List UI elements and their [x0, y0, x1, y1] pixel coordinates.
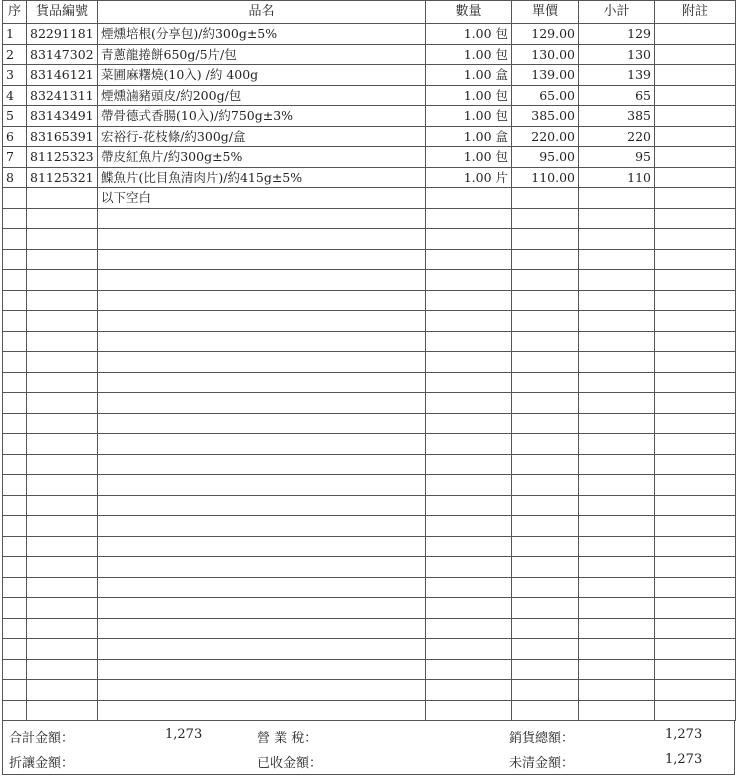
cell-seq	[3, 331, 27, 352]
cell-price	[512, 311, 579, 332]
cell-code	[27, 659, 98, 680]
cell-seq	[3, 372, 27, 393]
cell-price: 385.00	[512, 106, 579, 127]
cell-seq	[3, 700, 27, 721]
empty-row	[3, 680, 736, 701]
sales-total-label: 銷貨總額：	[509, 731, 575, 746]
cell-note	[655, 270, 736, 291]
cell-qty	[426, 536, 512, 557]
cell-subtotal	[579, 475, 655, 496]
cell-code	[27, 680, 98, 701]
cell-name	[98, 393, 426, 414]
empty-row	[3, 188, 736, 209]
empty-row	[3, 618, 736, 639]
cell-seq	[3, 577, 27, 598]
cell-code	[27, 393, 98, 414]
cell-name: 煙燻培根(分享包)/約300g±5%	[98, 24, 426, 45]
cell-note	[655, 147, 736, 168]
cell-subtotal	[579, 536, 655, 557]
cell-note	[655, 577, 736, 598]
empty-row	[3, 413, 736, 434]
table-header-row	[3, 1, 736, 24]
empty-row	[3, 516, 736, 537]
cell-name: 鰈魚片(比目魚清肉片)/約415g±5%	[98, 167, 426, 188]
cell-note	[655, 372, 736, 393]
cell-subtotal	[579, 270, 655, 291]
cell-price	[512, 516, 579, 537]
cell-note	[655, 454, 736, 475]
cell-note	[655, 85, 736, 106]
cell-code: 83147302	[27, 44, 98, 65]
empty-row	[3, 659, 736, 680]
sales-total-value: 1,273	[665, 727, 703, 742]
cell-price	[512, 393, 579, 414]
total-label: 合計金額：	[9, 731, 75, 746]
cell-subtotal	[579, 413, 655, 434]
cell-price	[512, 208, 579, 229]
cell-code: 83146121	[27, 65, 98, 86]
cell-name	[98, 311, 426, 332]
cell-price	[512, 577, 579, 598]
cell-note	[655, 639, 736, 660]
cell-price	[512, 188, 579, 209]
cell-code	[27, 557, 98, 578]
cell-code	[27, 516, 98, 537]
cell-name	[98, 536, 426, 557]
tax-label: 營 業 稅：	[257, 731, 318, 746]
cell-note	[655, 208, 736, 229]
cell-code	[27, 700, 98, 721]
cell-name	[98, 270, 426, 291]
cell-seq	[3, 618, 27, 639]
items-table	[2, 0, 736, 721]
cell-subtotal: 139	[579, 65, 655, 86]
cell-note	[655, 557, 736, 578]
cell-seq	[3, 393, 27, 414]
header-name: 品名	[98, 1, 426, 24]
cell-qty	[426, 434, 512, 455]
cell-subtotal: 385	[579, 106, 655, 127]
cell-qty	[426, 393, 512, 414]
cell-qty	[426, 249, 512, 270]
empty-row	[3, 639, 736, 660]
cell-code	[27, 270, 98, 291]
cell-name	[98, 229, 426, 250]
cell-subtotal	[579, 659, 655, 680]
cell-price: 95.00	[512, 147, 579, 168]
cell-price	[512, 290, 579, 311]
cell-qty: 1.00 包	[426, 44, 512, 65]
cell-note	[655, 106, 736, 127]
cell-name	[98, 700, 426, 721]
cell-qty: 1.00 盒	[426, 126, 512, 147]
cell-subtotal	[579, 495, 655, 516]
cell-name	[98, 454, 426, 475]
cell-price	[512, 495, 579, 516]
cell-price	[512, 270, 579, 291]
cell-subtotal	[579, 331, 655, 352]
cell-code: 83165391	[27, 126, 98, 147]
cell-code: 81125321	[27, 167, 98, 188]
received-label: 已收金額：	[257, 756, 323, 771]
cell-subtotal: 220	[579, 126, 655, 147]
cell-code	[27, 208, 98, 229]
cell-code: 83143491	[27, 106, 98, 127]
cell-subtotal	[579, 700, 655, 721]
cell-seq: 7	[3, 147, 27, 168]
cell-note	[655, 475, 736, 496]
cell-note	[655, 659, 736, 680]
cell-qty	[426, 700, 512, 721]
cell-name: 帶皮紅魚片/約300g±5%	[98, 147, 426, 168]
cell-qty: 1.00 片	[426, 167, 512, 188]
cell-seq	[3, 270, 27, 291]
cell-subtotal	[579, 577, 655, 598]
cell-qty	[426, 270, 512, 291]
cell-code	[27, 618, 98, 639]
cell-name: 煙燻滷豬頭皮/約200g/包	[98, 85, 426, 106]
cell-seq	[3, 639, 27, 660]
empty-row	[3, 393, 736, 414]
cell-code	[27, 331, 98, 352]
cell-price: 139.00	[512, 65, 579, 86]
table-row	[3, 44, 736, 65]
cell-seq: 5	[3, 106, 27, 127]
cell-note	[655, 352, 736, 373]
cell-name	[98, 372, 426, 393]
cell-qty	[426, 229, 512, 250]
cell-qty: 1.00 包	[426, 147, 512, 168]
cell-seq	[3, 208, 27, 229]
cell-note	[655, 331, 736, 352]
cell-name	[98, 249, 426, 270]
empty-row	[3, 475, 736, 496]
cell-price	[512, 475, 579, 496]
cell-note	[655, 229, 736, 250]
cell-name: 宏裕行-花枝條/約300g/盒	[98, 126, 426, 147]
totals-footer	[2, 721, 735, 775]
cell-subtotal: 130	[579, 44, 655, 65]
cell-price	[512, 700, 579, 721]
cell-note	[655, 393, 736, 414]
cell-code	[27, 413, 98, 434]
table-row	[3, 85, 736, 106]
cell-code	[27, 352, 98, 373]
cell-name	[98, 516, 426, 537]
cell-name	[98, 557, 426, 578]
cell-qty	[426, 557, 512, 578]
cell-code	[27, 454, 98, 475]
empty-row	[3, 557, 736, 578]
cell-name	[98, 290, 426, 311]
table-row	[3, 167, 736, 188]
cell-qty	[426, 659, 512, 680]
cell-subtotal: 65	[579, 85, 655, 106]
cell-code	[27, 577, 98, 598]
cell-price	[512, 331, 579, 352]
cell-subtotal	[579, 454, 655, 475]
cell-note	[655, 249, 736, 270]
cell-code	[27, 536, 98, 557]
cell-subtotal: 129	[579, 24, 655, 45]
cell-code: 82291181	[27, 24, 98, 45]
cell-code	[27, 598, 98, 619]
cell-qty	[426, 475, 512, 496]
cell-price: 65.00	[512, 85, 579, 106]
cell-subtotal	[579, 434, 655, 455]
empty-row	[3, 454, 736, 475]
cell-name: 菜圃麻糬燒(10入) /約 400g	[98, 65, 426, 86]
cell-qty	[426, 352, 512, 373]
cell-qty	[426, 598, 512, 619]
cell-code	[27, 311, 98, 332]
cell-price: 130.00	[512, 44, 579, 65]
cell-code	[27, 434, 98, 455]
empty-row	[3, 434, 736, 455]
cell-seq	[3, 557, 27, 578]
cell-subtotal	[579, 208, 655, 229]
table-row	[3, 65, 736, 86]
cell-price	[512, 680, 579, 701]
cell-price	[512, 639, 579, 660]
cell-code	[27, 290, 98, 311]
cell-price	[512, 454, 579, 475]
cell-code	[27, 188, 98, 209]
cell-note	[655, 516, 736, 537]
cell-qty: 1.00 包	[426, 24, 512, 45]
cell-seq	[3, 352, 27, 373]
cell-name: 帶骨德式香腸(10入)/約750g±3%	[98, 106, 426, 127]
cell-seq: 6	[3, 126, 27, 147]
cell-name	[98, 577, 426, 598]
table-row	[3, 126, 736, 147]
cell-subtotal	[579, 598, 655, 619]
cell-name	[98, 475, 426, 496]
cell-code	[27, 372, 98, 393]
cell-seq	[3, 229, 27, 250]
cell-qty	[426, 495, 512, 516]
cell-subtotal	[579, 352, 655, 373]
cell-note	[655, 126, 736, 147]
cell-subtotal	[579, 393, 655, 414]
cell-price	[512, 413, 579, 434]
cell-note	[655, 311, 736, 332]
cell-name	[98, 413, 426, 434]
cell-qty	[426, 188, 512, 209]
header-note: 附註	[655, 1, 736, 24]
cell-seq	[3, 495, 27, 516]
cell-note	[655, 167, 736, 188]
cell-note	[655, 700, 736, 721]
table-row	[3, 106, 736, 127]
empty-row	[3, 311, 736, 332]
cell-seq	[3, 536, 27, 557]
cell-name	[98, 680, 426, 701]
cell-subtotal	[579, 516, 655, 537]
cell-note	[655, 24, 736, 45]
empty-row	[3, 270, 736, 291]
cell-price	[512, 659, 579, 680]
cell-seq	[3, 188, 27, 209]
header-code: 貨品編號	[27, 1, 98, 24]
cell-seq	[3, 290, 27, 311]
empty-row	[3, 495, 736, 516]
header-seq: 序	[3, 1, 27, 24]
cell-qty	[426, 208, 512, 229]
cell-code	[27, 475, 98, 496]
cell-code	[27, 249, 98, 270]
blank-marker: 以下空白	[98, 188, 426, 209]
cell-name	[98, 331, 426, 352]
cell-name	[98, 618, 426, 639]
cell-price	[512, 249, 579, 270]
cell-seq	[3, 413, 27, 434]
cell-subtotal	[579, 229, 655, 250]
cell-qty	[426, 577, 512, 598]
cell-note	[655, 495, 736, 516]
cell-seq	[3, 598, 27, 619]
cell-subtotal	[579, 188, 655, 209]
cell-qty	[426, 413, 512, 434]
outstanding-label: 未清金額：	[509, 756, 575, 771]
cell-subtotal	[579, 557, 655, 578]
cell-seq	[3, 659, 27, 680]
cell-seq	[3, 516, 27, 537]
cell-name	[98, 495, 426, 516]
cell-note	[655, 188, 736, 209]
cell-qty	[426, 618, 512, 639]
empty-row	[3, 290, 736, 311]
cell-note	[655, 65, 736, 86]
cell-name	[98, 434, 426, 455]
cell-name	[98, 352, 426, 373]
cell-price	[512, 434, 579, 455]
cell-seq	[3, 434, 27, 455]
cell-price: 110.00	[512, 167, 579, 188]
table-body	[3, 24, 736, 721]
cell-code	[27, 495, 98, 516]
cell-qty: 1.00 盒	[426, 65, 512, 86]
total-value: 1,273	[165, 727, 203, 742]
cell-subtotal	[579, 680, 655, 701]
cell-note	[655, 413, 736, 434]
header-price: 單價	[512, 1, 579, 24]
cell-price: 129.00	[512, 24, 579, 45]
cell-price: 220.00	[512, 126, 579, 147]
cell-price	[512, 352, 579, 373]
cell-subtotal	[579, 639, 655, 660]
cell-name	[98, 639, 426, 660]
cell-price	[512, 372, 579, 393]
cell-note	[655, 536, 736, 557]
cell-code	[27, 229, 98, 250]
cell-qty	[426, 311, 512, 332]
table-row	[3, 147, 736, 168]
cell-qty: 1.00 包	[426, 106, 512, 127]
empty-row	[3, 208, 736, 229]
cell-price	[512, 229, 579, 250]
cell-code	[27, 639, 98, 660]
cell-subtotal: 95	[579, 147, 655, 168]
header-subtotal: 小計	[579, 1, 655, 24]
cell-seq	[3, 475, 27, 496]
cell-subtotal: 110	[579, 167, 655, 188]
empty-row	[3, 352, 736, 373]
empty-row	[3, 700, 736, 721]
cell-qty: 1.00 包	[426, 85, 512, 106]
empty-row	[3, 331, 736, 352]
cell-name	[98, 598, 426, 619]
cell-subtotal	[579, 311, 655, 332]
table-row	[3, 24, 736, 45]
cell-subtotal	[579, 372, 655, 393]
cell-code: 83241311	[27, 85, 98, 106]
cell-code: 81125323	[27, 147, 98, 168]
cell-qty	[426, 680, 512, 701]
cell-note	[655, 618, 736, 639]
cell-name: 青蔥龍捲餅650g/5片/包	[98, 44, 426, 65]
empty-row	[3, 372, 736, 393]
cell-seq: 4	[3, 85, 27, 106]
discount-label: 折讓金額：	[9, 756, 75, 771]
cell-seq	[3, 680, 27, 701]
empty-row	[3, 598, 736, 619]
cell-qty	[426, 372, 512, 393]
cell-qty	[426, 516, 512, 537]
empty-row	[3, 577, 736, 598]
cell-qty	[426, 331, 512, 352]
cell-seq: 2	[3, 44, 27, 65]
cell-seq	[3, 249, 27, 270]
cell-qty	[426, 454, 512, 475]
cell-qty	[426, 639, 512, 660]
cell-qty	[426, 290, 512, 311]
cell-name	[98, 659, 426, 680]
header-qty: 數量	[426, 1, 512, 24]
cell-name	[98, 208, 426, 229]
cell-subtotal	[579, 290, 655, 311]
cell-price	[512, 536, 579, 557]
cell-note	[655, 680, 736, 701]
cell-note	[655, 598, 736, 619]
cell-seq	[3, 454, 27, 475]
cell-note	[655, 44, 736, 65]
cell-subtotal	[579, 249, 655, 270]
outstanding-value: 1,273	[665, 752, 703, 767]
cell-price	[512, 557, 579, 578]
cell-seq: 1	[3, 24, 27, 45]
empty-row	[3, 249, 736, 270]
cell-seq: 3	[3, 65, 27, 86]
cell-note	[655, 434, 736, 455]
empty-row	[3, 536, 736, 557]
cell-seq: 8	[3, 167, 27, 188]
cell-subtotal	[579, 618, 655, 639]
cell-note	[655, 290, 736, 311]
cell-seq	[3, 311, 27, 332]
empty-row	[3, 229, 736, 250]
cell-price	[512, 598, 579, 619]
cell-price	[512, 618, 579, 639]
